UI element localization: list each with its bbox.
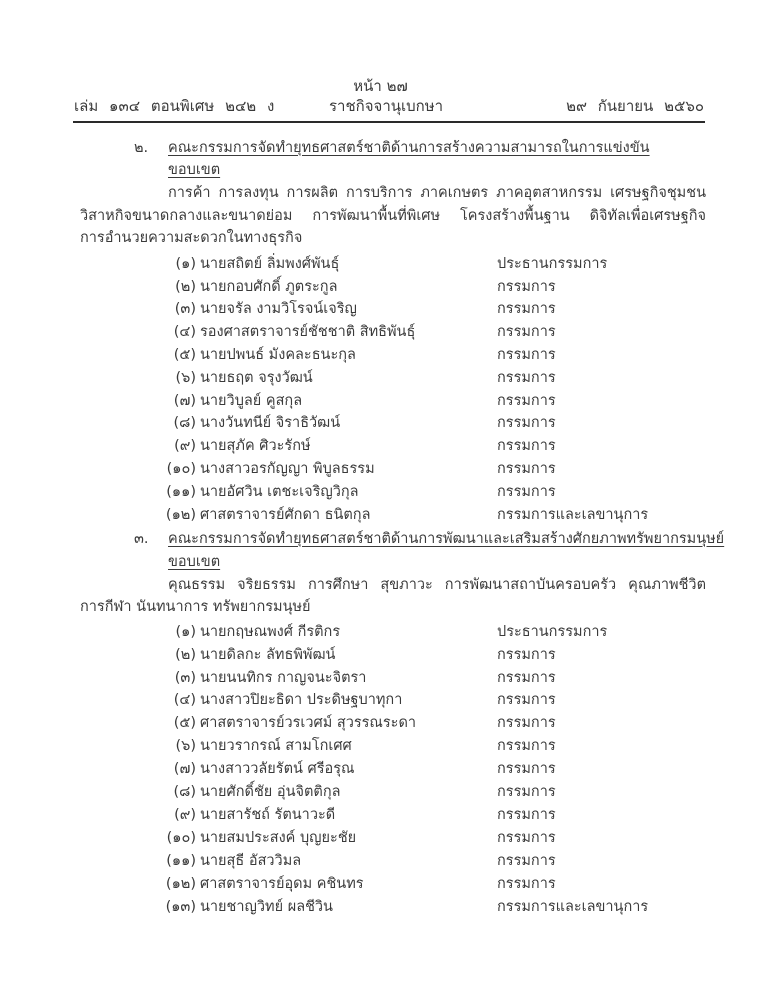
member-name: นายสุภัค ศิวะรักษ์ [200,438,311,454]
section-number: ๒. [134,140,149,156]
item-number: (๙) [174,438,196,454]
list-item [0,299,761,319]
scope-text-line: คุณธรรม จริยธรรม การศึกษา สุขภาวะ การพัฒนาสถาบันครอบครัว คุณภาพชีวิต [168,577,706,593]
item-number: (๖) [175,738,196,754]
list-item [0,622,761,642]
list-item [0,645,761,665]
member-role: กรรมการ [497,484,556,500]
member-name: นายชาญวิทย์ ผลชีวิน [200,899,333,915]
section-3-heading [0,529,761,549]
item-number: (๑) [175,624,196,640]
list-item [0,713,761,733]
list-item [0,482,761,502]
list-item [0,805,761,825]
member-name: นายศักดิ์ชัย อุ่นจิตติกุล [200,784,341,800]
item-number: (๒) [175,279,196,295]
item-number: (๑) [175,256,196,272]
member-name: ศาสตราจารย์วรเวศม์ สุวรรณระดา [200,715,417,731]
list-item [0,505,761,525]
list-item [0,782,761,802]
member-name: นายจรัล งามวิโรจน์เจริญ [200,301,357,317]
member-name: นายวรากรณ์ สามโกเศศ [200,738,352,754]
member-role: กรรมการ [497,461,556,477]
item-number: (๙) [174,807,196,823]
member-name: นางสาวปิยะธิดา ประดิษฐบาทุกา [200,692,403,708]
member-name: นายนนทิกร กาญจนะจิตรา [200,670,367,686]
item-number: (๑๐) [166,830,196,846]
member-role: กรรมการ [497,647,556,663]
section-2-heading [0,138,761,158]
item-number: (๖) [175,370,196,386]
member-name: นางวันทนีย์ จิราธิวัฒน์ [200,415,341,431]
item-number: (๓) [174,670,196,686]
member-name: ศาสตราจารย์ศักดา ธนิตกุล [200,507,371,523]
list-item [0,828,761,848]
item-number: (๕) [173,715,196,731]
member-role: กรรมการ [497,370,556,386]
gazette-header [74,94,704,116]
list-item [0,690,761,710]
member-role: กรรมการ [497,715,556,731]
scope-text-line: การค้า การลงทุน การผลิต การบริการ ภาคเกษตร ภาคอุตสาหกรรม เศรษฐกิจชุมชน [168,185,706,201]
member-role: กรรมการ [497,761,556,777]
member-name: นายปพนธ์ มังคละธนะกุล [200,347,356,363]
member-name: นายสมประสงค์ บุญยะชัย [200,830,357,846]
member-name: นายวิบูลย์ คูสกุล [200,393,303,409]
item-number: (๗) [173,393,196,409]
item-number: (๑๒) [165,876,196,892]
section-title: คณะกรรมการจัดทำยุทธศาสตร์ชาติด้านการสร้างความสามารถในการแข่งขัน [168,140,650,156]
list-item [0,736,761,756]
list-item [0,413,761,433]
member-role: กรรมการ [497,415,556,431]
member-role: กรรมการและเลขานุการ [497,899,649,915]
item-number: (๒) [175,647,196,663]
item-number: (๘) [173,784,196,800]
member-role: กรรมการ [497,807,556,823]
member-role: ประธานกรรมการ [497,256,608,272]
member-role: กรรมการ [497,876,556,892]
page-number: หน้า ๒๗ [353,77,408,95]
item-number: (๑๓) [165,899,196,915]
member-name: นางสาววลัยรัตน์ ศรีอรุณ [200,761,355,777]
list-item [0,322,761,342]
item-number: (๕) [173,347,196,363]
list-item [0,436,761,456]
list-item [0,368,761,388]
scope-text-line: การอำนวยความสะดวกในทางธุรกิจ [80,230,303,246]
item-number: (๑๐) [166,461,196,477]
section-title: คณะกรรมการจัดทำยุทธศาสตร์ชาติด้านการพัฒนาและเสริมสร้างศักยภาพทรัพยากรมนุษย์ [168,531,725,547]
member-name: นายสถิตย์ ลิ่มพงศ์พันธุ์ [200,256,340,272]
member-name: นางสาวอรกัญญา พิบูลธรรม [200,461,375,477]
list-item [0,851,761,871]
list-item [0,277,761,297]
list-item [0,897,761,917]
item-number: (๗) [173,761,196,777]
member-role: กรรมการ [497,324,556,340]
member-name: รองศาสตราจารย์ชัชชาติ สิทธิพันธุ์ [200,324,416,340]
list-item [0,759,761,779]
item-number: (๓) [174,301,196,317]
scope-text-line: การกีฬา นันทนาการ ทรัพยากรมนุษย์ [80,599,311,615]
list-item [0,668,761,688]
member-name: นายดิลกะ ลัทธพิพัฒน์ [200,647,336,663]
member-role: ประธานกรรมการ [497,624,608,640]
section-3-scope-label-row [0,552,761,572]
member-role: กรรมการและเลขานุการ [497,507,649,523]
list-item [0,459,761,479]
list-item [0,391,761,411]
section-2-scope-label-row [0,160,761,180]
member-name: ศาสตราจารย์อุดม คชินทร [200,876,364,892]
item-number: (๔) [173,692,196,708]
member-role: กรรมการ [497,784,556,800]
scope-label: ขอบเขต [168,554,221,570]
section-number: ๓. [134,531,149,547]
publication-name: ราชกิจจานุเบกษา [329,97,444,115]
member-name: นายสารัชถ์ รัตนาวะดี [200,807,336,823]
member-role: กรรมการ [497,853,556,869]
member-role: กรรมการ [497,692,556,708]
scope-label: ขอบเขต [168,162,221,178]
member-role: กรรมการ [497,301,556,317]
member-name: นายอัศวิน เตชะเจริญวิกุล [200,484,359,500]
member-name: นายสุธี อัสววิมล [200,853,302,869]
member-role: กรรมการ [497,830,556,846]
item-number: (๘) [173,415,196,431]
item-number: (๔) [173,324,196,340]
member-role: กรรมการ [497,393,556,409]
list-item [0,345,761,365]
member-name: นายกฤษณพงศ์ กีรติกร [200,624,341,640]
list-item [0,874,761,894]
member-role: กรรมการ [497,438,556,454]
list-item [0,254,761,274]
member-role: กรรมการ [497,670,556,686]
member-name: นายธฤต จรุงวัฒน์ [200,370,313,386]
member-role: กรรมการ [497,738,556,754]
item-number: (๑๑) [166,484,196,500]
item-number: (๑๑) [166,853,196,869]
item-number: (๑๒) [165,507,196,523]
scope-text-line: วิสาหกิจขนาดกลางและขนาดย่อม การพัฒนาพื้นที่พิเศษ โครงสร้างพื้นฐาน ดิจิทัลเพื่อเศรษฐกิจ [80,208,706,224]
member-role: กรรมการ [497,279,556,295]
member-name: นายกอบศักดิ์ ภูตระกูล [200,279,338,295]
publication-date: ๒๙ กันยายน ๒๕๖๐ [566,97,704,115]
volume-issue: เล่ม ๑๓๔ ตอนพิเศษ ๒๔๒ ง [74,97,275,115]
member-role: กรรมการ [497,347,556,363]
header-divider [73,121,705,123]
